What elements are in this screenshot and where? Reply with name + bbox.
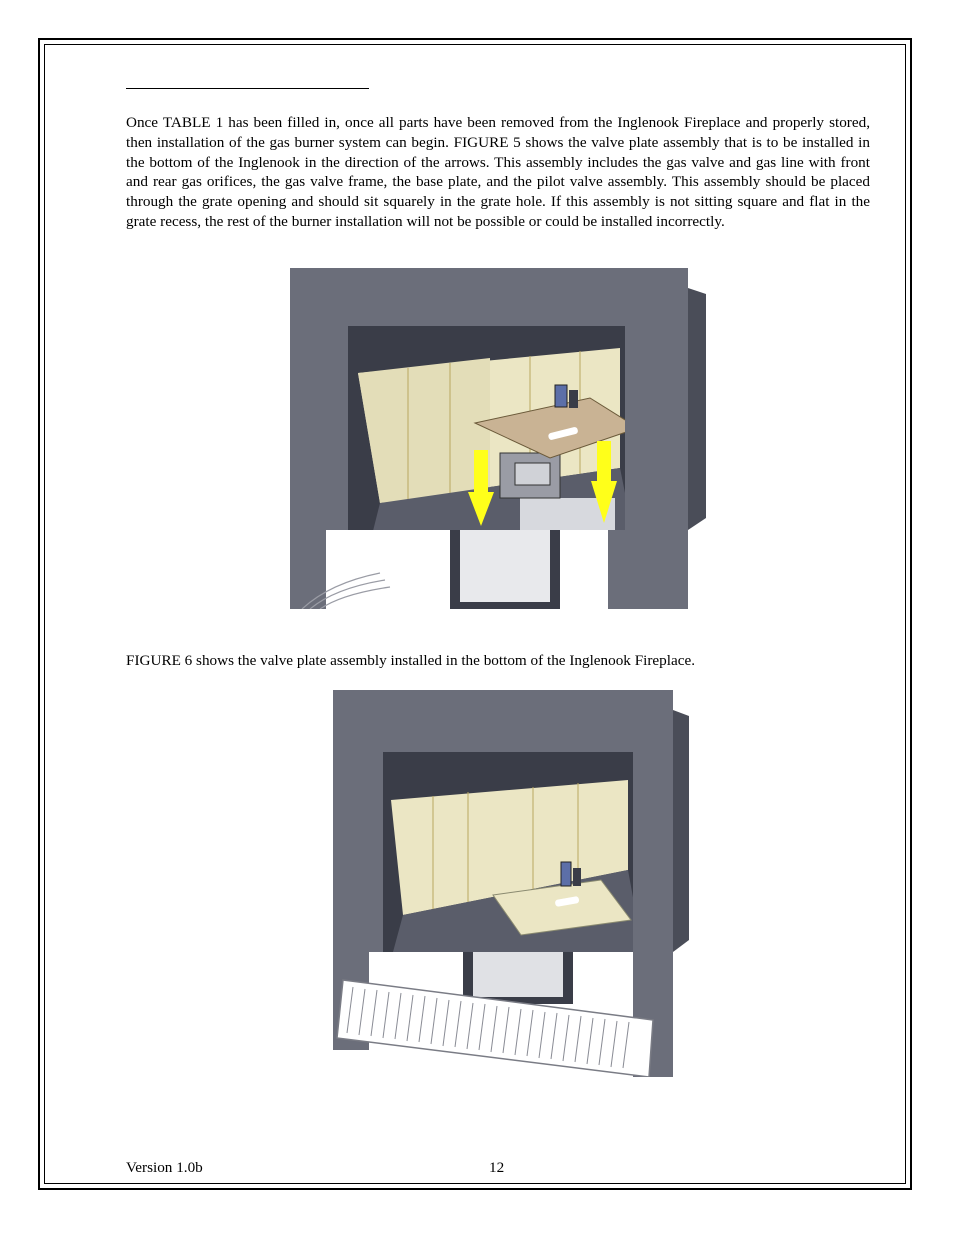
intro-paragraph: Once TABLE 1 has been filled in, once all parts have been removed from the Inglenook Fireplace and properly stored, then installation of the gas burner system can begin. FIGURE 5 shows the valve plate assembly that is to be installed in the bottom of the Inglenook in the direction of the arrows. This assembly includes the gas valve and gas line with front and rear gas orifices, the gas valve frame, the base plate, and the pilot valve assembly. This assembly should be placed through the grate opening and should sit squarely in the grate hole. If this assembly is not sitting square and flat in the grate recess, the rest of the burner installation will not be possible or could be installed incorrectly. (126, 114, 870, 230)
figure-6-caption: FIGURE 6 shows the valve plate assembly installed in the bottom of the Inglenook Fireplace. (126, 652, 695, 669)
figure-6-installed-assembly-image (333, 690, 689, 1077)
footer-page-number: 12 (489, 1159, 505, 1176)
figure-5-valve-plate-assembly-image (290, 268, 706, 609)
footer-version: Version 1.0b (126, 1159, 203, 1176)
section-heading-rule (126, 88, 369, 89)
